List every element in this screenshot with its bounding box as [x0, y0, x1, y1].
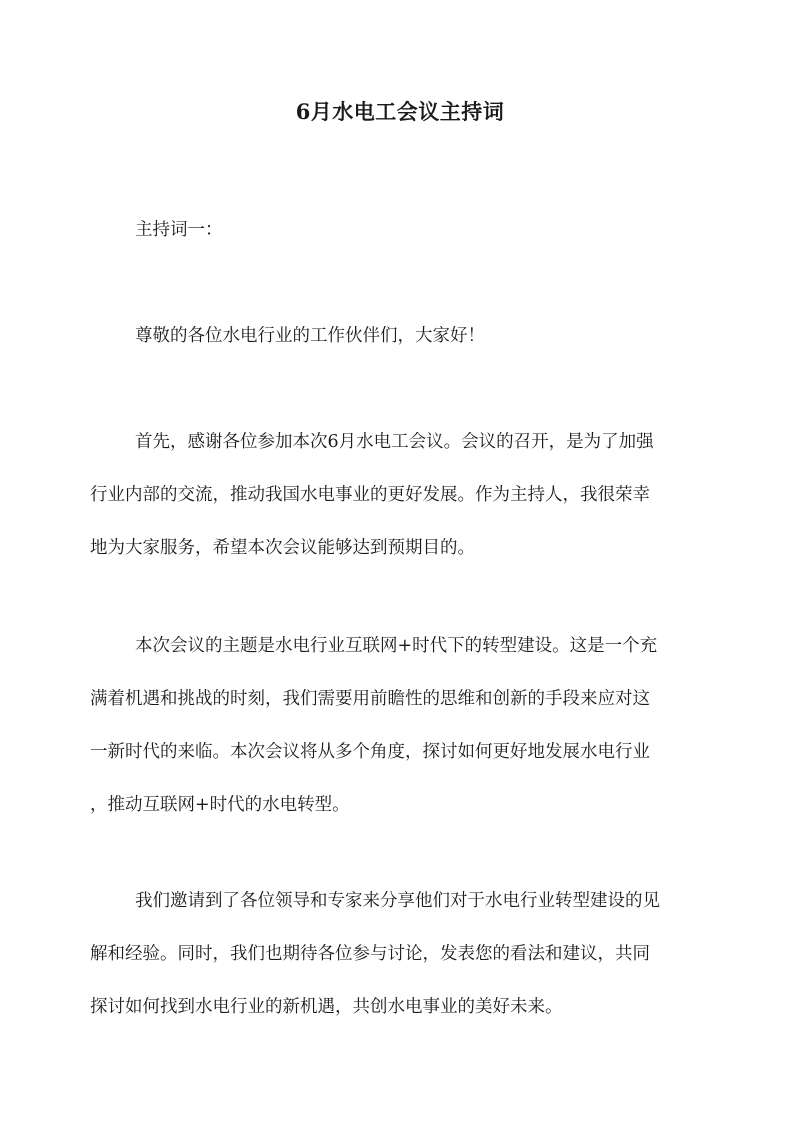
paragraph-line: 我们邀请到了各位领导和专家来分享他们对于水电行业转型建设的见 — [135, 891, 660, 911]
paragraph-line: 探讨如何找到水电行业的新机遇，共创水电事业的美好未来。 — [90, 997, 563, 1017]
section-heading-text: 主持词一： — [135, 220, 223, 240]
paragraph-line: ，推动互联网+时代的水电转型。 — [90, 795, 350, 815]
paragraph-line: 首先，感谢各位参加本次6月水电工会议。会议的召开，是为了加强 — [135, 432, 654, 452]
paragraph-line: 满着机遇和挑战的时刻，我们需要用前瞻性的思维和创新的手段来应对这 — [90, 689, 650, 709]
paragraph-3 — [90, 875, 710, 1034]
paragraph-1 — [90, 416, 710, 575]
paragraph-line: 一新时代的来临。本次会议将从多个角度，探讨如何更好地发展水电行业 — [90, 742, 650, 762]
paragraph-line: 地为大家服务，希望本次会议能够达到预期目的。 — [90, 538, 475, 558]
paragraph-line: 本次会议的主题是水电行业互联网+时代下的转型建设。这是一个充 — [135, 636, 658, 656]
section-heading — [90, 204, 710, 257]
document-title: 6月水电工会议主持词 — [295, 99, 505, 124]
paragraph-line: 解和经验。同时，我们也期待各位参与讨论，发表您的看法和建议，共同 — [90, 944, 650, 964]
greeting-paragraph — [90, 310, 710, 363]
greeting-text: 尊敬的各位水电行业的工作伙伴们，大家好！ — [135, 326, 485, 346]
paragraph-line: 行业内部的交流，推动我国水电事业的更好发展。作为主持人，我很荣幸 — [90, 485, 650, 505]
paragraph-2 — [90, 620, 710, 832]
